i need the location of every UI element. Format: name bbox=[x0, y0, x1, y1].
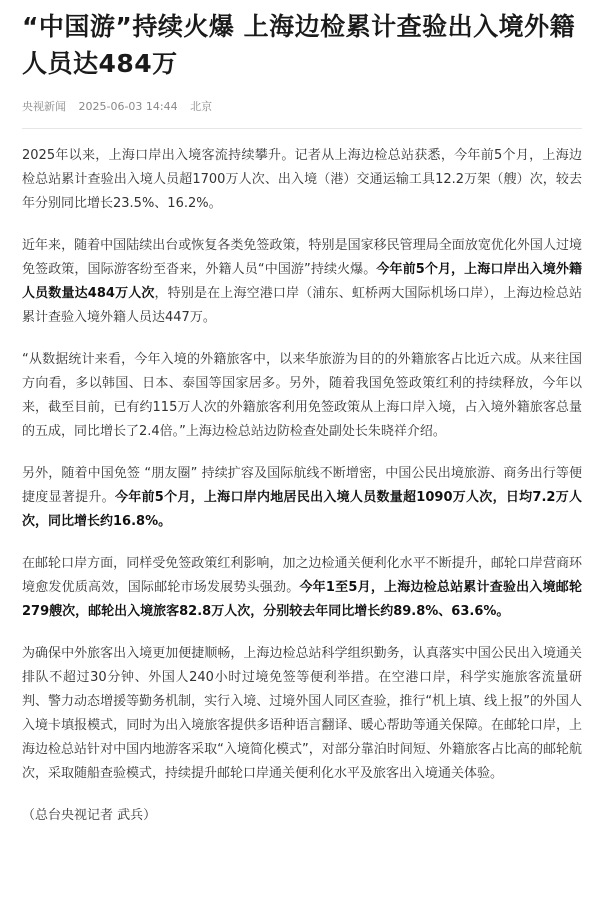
paragraph-text: 2025年以来，上海口岸出入境客流持续攀升。记者从上海边检总站获悉，今年前5个月，上海边检总站累计查验出入境人员超1700万人次、出入境（港）交通运输工具12.2万架（艘）次，较去年分别同比增长23.5%、16.2%。 bbox=[22, 148, 582, 211]
article-body bbox=[22, 144, 582, 786]
article-meta bbox=[22, 99, 582, 115]
paragraph-text: 为确保中外旅客出入境更加便捷顺畅，上海边检总站科学组织勤务，认真落实中国公民出入境通关排队不超过30分钟、外国人240小时过境免签等便利举措。在空港口岸，科学实施旅客流量研判、警力动态增援等勤务机制，实行入境、过境外国人同区查验，推行“机上填、线上报”的外国人入境卡填报模式，同时为出入境旅客提供多语种语言翻译、暖心帮助等通关保障。在邮轮口岸，上海边检总站针对中国内地游客采取“入境简化模式”，对部分靠泊时间短、外籍旅客占比高的邮轮航次，采取随船查验模式，持续提升邮轮口岸通关便利化水平及旅客出入境通关体验。 bbox=[22, 646, 582, 781]
paragraph-3 bbox=[22, 348, 582, 444]
paragraph-text: 近年来，随着中国陆续出台或恢复各类免签政策，特别是国家移民管理局全面放宽优化外国人过境免签政策，国际游客纷至沓来，外籍人员“中国游”持续火爆。 bbox=[22, 238, 582, 277]
paragraph-text: ，特别是在上海空港口岸（浦东、虹桥两大国际机场口岸），上海边检总站累计查验入境外籍人员达447万。 bbox=[22, 286, 582, 325]
article-location: 北京 bbox=[190, 100, 213, 113]
paragraph-1 bbox=[22, 144, 582, 216]
article-datetime: 2025-06-03 14:44 bbox=[78, 100, 178, 113]
paragraph-5 bbox=[22, 552, 582, 624]
paragraph-text: “从数据统计来看，今年入境的外籍旅客中，以来华旅游为目的的外籍旅客占比近六成。从来往国方向看，多以韩国、日本、泰国等国家居多。另外，随着我国免签政策红利的持续释放，今年以来，截至目前，已有约115万人次的外籍旅客利用免签政策从上海口岸入境，占入境外籍旅客总量的五成，同比增长了2.4倍。”上海边检总站边防检查处副处长朱晓祥介绍。 bbox=[22, 352, 582, 439]
paragraph-highlight: 今年前5个月，上海口岸出入境外籍人员数量达484万人次 bbox=[22, 262, 582, 301]
paragraph-text: 在邮轮口岸方面，同样受免签政策红利影响，加之边检通关便利化水平不断提升，邮轮口岸营商环境愈发优质高效，国际邮轮市场发展势头强劲。 bbox=[22, 556, 582, 595]
meta-divider bbox=[22, 128, 582, 129]
paragraph-6 bbox=[22, 642, 582, 786]
paragraph-highlight: 今年前5个月，上海口岸内地居民出入境人员数量超1090万人次，日均7.2万人次，同比增长约16.8%。 bbox=[22, 490, 582, 529]
paragraph-4 bbox=[22, 462, 582, 534]
paragraph-2 bbox=[22, 234, 582, 330]
paragraph-highlight: 今年1至5月，上海边检总站累计查验出入境邮轮279艘次，邮轮出入境旅客82.8万人次，分别较去年同比增长约89.8%、63.6%。 bbox=[22, 580, 582, 619]
article-title: “中国游”持续火爆 上海边检累计查验出入境外籍人员达484万 bbox=[22, 12, 576, 78]
paragraph-text: 另外，随着中国免签 “朋友圈” 持续扩容及国际航线不断增密，中国公民出境旅游、商务出行等便捷度显著提升。 bbox=[22, 466, 582, 505]
article-byline: （总台央视记者 武兵） bbox=[22, 808, 157, 823]
article-source[interactable]: 央视新闻 bbox=[22, 100, 66, 113]
